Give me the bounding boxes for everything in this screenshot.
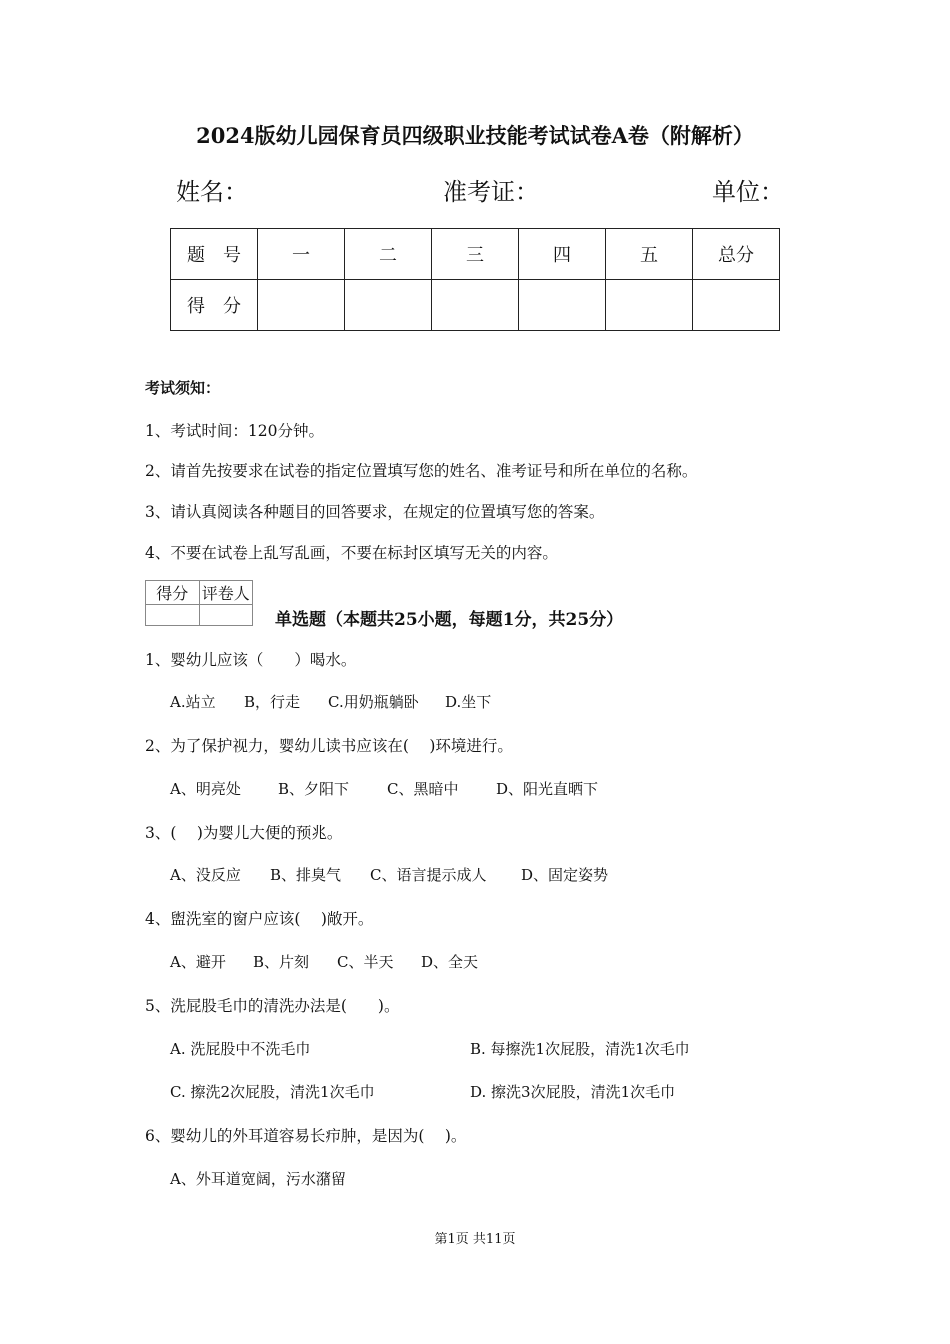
question-stem: 2、为了保护视力，婴幼儿读书应该在( )环境进行。 xyxy=(145,737,513,755)
score-header-cell: 题 号 xyxy=(171,229,258,280)
grader-reviewer-label: 评卷人 xyxy=(199,581,253,605)
question-option[interactable]: B，行走 xyxy=(244,693,301,711)
score-table-header-row xyxy=(171,229,780,280)
question-option[interactable]: D、阳光直晒下 xyxy=(496,780,599,798)
score-cell[interactable] xyxy=(693,280,780,331)
question-option[interactable]: B、片刻 xyxy=(253,953,310,971)
question-stem: 6、婴幼儿的外耳道容易长疖肿，是因为( )。 xyxy=(145,1127,467,1145)
notice-item: 2、请首先按要求在试卷的指定位置填写您的姓名、准考证号和所在单位的名称。 xyxy=(145,462,698,480)
question-stem: 3、( )为婴儿大便的预兆。 xyxy=(145,824,343,842)
grader-reviewer-cell[interactable] xyxy=(199,605,253,626)
score-header-cell: 三 xyxy=(432,229,519,280)
question-option[interactable]: C、半天 xyxy=(337,953,394,971)
question-option[interactable]: B、夕阳下 xyxy=(278,780,350,798)
grader-box xyxy=(145,580,253,626)
question-option[interactable]: A. 洗屁股中不洗毛巾 xyxy=(170,1040,311,1058)
score-row-label: 得 分 xyxy=(171,280,258,331)
section-title: 单选题（本题共25小题，每题1分，共25分） xyxy=(275,610,624,630)
score-table xyxy=(170,228,780,331)
score-header-cell: 二 xyxy=(345,229,432,280)
score-cell[interactable] xyxy=(258,280,345,331)
page-title: 2024版幼儿园保育员四级职业技能考试试卷A卷（附解析） xyxy=(196,123,754,148)
notice-item: 1、考试时间：120分钟。 xyxy=(145,422,324,440)
score-cell[interactable] xyxy=(345,280,432,331)
page-footer: 第1页 共11页 xyxy=(434,1232,516,1247)
question-option[interactable]: A、避开 xyxy=(170,953,226,971)
question-option[interactable]: A.站立 xyxy=(170,693,216,711)
notice-item: 3、请认真阅读各种题目的回答要求，在规定的位置填写您的答案。 xyxy=(145,503,605,521)
question-option[interactable]: D.坐下 xyxy=(445,693,492,711)
score-header-cell: 一 xyxy=(258,229,345,280)
score-header-cell: 总分 xyxy=(693,229,780,280)
score-cell[interactable] xyxy=(519,280,606,331)
question-option[interactable]: A、没反应 xyxy=(170,866,241,884)
question-stem: 4、盥洗室的窗户应该( )敞开。 xyxy=(145,910,374,928)
score-header-cell: 五 xyxy=(606,229,693,280)
notice-item: 4、不要在试卷上乱写乱画，不要在标封区填写无关的内容。 xyxy=(145,544,558,562)
question-option[interactable]: C. 擦洗2次屁股，清洗1次毛巾 xyxy=(170,1083,375,1101)
grader-score-cell[interactable] xyxy=(146,605,200,626)
question-option[interactable]: C、语言提示成人 xyxy=(370,866,487,884)
notice-heading: 考试须知： xyxy=(145,379,221,397)
question-option[interactable]: A、外耳道宽阔，污水潴留 xyxy=(170,1170,346,1188)
name-field-label: 姓名： xyxy=(176,178,248,206)
exam-id-field-label: 准考证： xyxy=(443,178,539,206)
question-option[interactable]: D. 擦洗3次屁股，清洗1次毛巾 xyxy=(470,1083,676,1101)
score-table-score-row xyxy=(171,280,780,331)
question-option[interactable]: C、黑暗中 xyxy=(387,780,459,798)
grader-score-label: 得分 xyxy=(146,581,200,605)
question-option[interactable]: D、全天 xyxy=(421,953,479,971)
question-stem: 5、洗屁股毛巾的清洗办法是( )。 xyxy=(145,997,400,1015)
question-stem: 1、婴幼儿应该（ ）喝水。 xyxy=(145,651,357,669)
question-option[interactable]: D、固定姿势 xyxy=(521,866,609,884)
question-option[interactable]: A、明亮处 xyxy=(170,780,241,798)
score-header-cell: 四 xyxy=(519,229,606,280)
unit-field-label: 单位： xyxy=(712,178,784,206)
question-option[interactable]: B、排臭气 xyxy=(270,866,342,884)
question-option[interactable]: B. 每擦洗1次屁股，清洗1次毛巾 xyxy=(470,1040,690,1058)
question-option[interactable]: C.用奶瓶躺卧 xyxy=(328,693,419,711)
score-cell[interactable] xyxy=(606,280,693,331)
score-cell[interactable] xyxy=(432,280,519,331)
